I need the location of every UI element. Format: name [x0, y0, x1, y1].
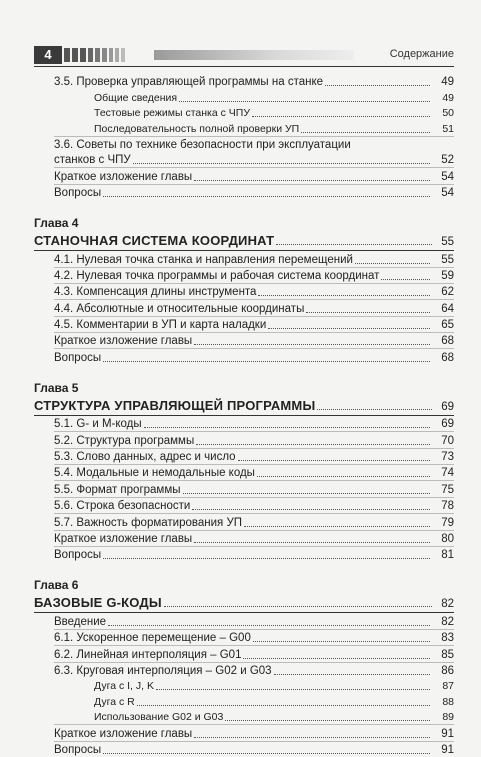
toc-entry-title: 5.6. Строка безопасности: [54, 500, 191, 513]
chapter-label: Глава 6: [34, 578, 79, 593]
dot-leader: [325, 85, 430, 86]
toc-entry-page: 88: [442, 695, 454, 708]
toc-entry-page: 87: [442, 680, 454, 693]
dot-leader: [183, 493, 430, 494]
toc-entry[interactable]: [34, 89, 454, 104]
dot-leader: [301, 132, 430, 133]
toc-entry[interactable]: [34, 514, 454, 529]
toc-entry-title: 3.5. Проверка управляющей программы на станке: [54, 76, 324, 89]
toc-entry-title: 5.5. Формат программы: [54, 483, 181, 496]
dot-leader: [244, 526, 430, 527]
dot-leader: [268, 328, 430, 329]
toc-entry-title: Краткое изложение главы: [54, 170, 193, 183]
toc-entry-page: 59: [441, 269, 454, 282]
chapter-section: [34, 381, 454, 563]
toc-entry-page: 69: [441, 418, 454, 431]
toc-entry[interactable]: [34, 168, 454, 183]
dot-leader: [194, 737, 430, 738]
toc-entry-title: 4.1. Нулевая точка станка и направления перемещений: [54, 253, 353, 266]
toc-entry-title: Краткое изложение главы: [54, 532, 193, 545]
toc-entry[interactable]: [34, 185, 454, 200]
toc-entry-page: 54: [441, 170, 454, 183]
toc-entry-page: 54: [441, 187, 454, 200]
toc-entry[interactable]: [34, 678, 454, 693]
toc-entry-page: 91: [441, 743, 454, 756]
toc-entry-title: 5.3. Слово данных, адрес и число: [54, 451, 236, 464]
toc-entry-title: 3.6. Советы по технике безопасности при эксплуатации: [54, 138, 351, 151]
dot-leader: [355, 263, 430, 264]
chapter-title: СТАНОЧНАЯ СИСТЕМА КООРДИНАТ: [34, 233, 275, 249]
dot-leader: [108, 625, 430, 626]
toc-entry[interactable]: [34, 317, 454, 332]
toc-entry[interactable]: [34, 725, 454, 740]
dot-leader: [179, 101, 430, 102]
toc-entry-page: 89: [442, 711, 454, 724]
dot-leader: [243, 658, 430, 659]
toc-entry-title: 5.1. G- и M-коды: [54, 418, 142, 431]
page-number: 4: [34, 46, 62, 64]
chapter-title-row[interactable]: [34, 593, 454, 610]
toc-entry-title: Вопросы: [54, 549, 102, 562]
toc-entry-page: 51: [442, 122, 454, 135]
dot-leader: [103, 558, 430, 559]
toc-entry-title: 6.3. Круговая интерполяция – G02 и G03: [54, 664, 272, 677]
chapter-page: 69: [441, 400, 454, 413]
toc-entry[interactable]: [34, 251, 454, 266]
chapter-title: СТРУКТУРА УПРАВЛЯЮЩЕЙ ПРОГРАММЫ: [34, 397, 316, 413]
toc-entry-page: 50: [442, 107, 454, 120]
dot-leader: [194, 344, 430, 345]
dot-leader: [196, 444, 430, 445]
toc-entry-page: 74: [441, 467, 454, 480]
dot-leader: [133, 163, 430, 164]
toc-entry-title: Вопросы: [54, 351, 102, 364]
toc-entry-page: 62: [441, 286, 454, 299]
toc-entry[interactable]: [34, 465, 454, 480]
dot-leader: [164, 606, 432, 607]
dot-leader: [144, 427, 430, 428]
toc-entry[interactable]: [34, 120, 454, 135]
toc-entry[interactable]: [34, 432, 454, 447]
toc-entry-page: 68: [441, 351, 454, 364]
toc-entry-title: 4.5. Комментарии в УП и карта наладки: [54, 319, 267, 332]
toc-entry-page: 75: [441, 483, 454, 496]
toc-entry-page: 78: [441, 500, 454, 513]
toc-entry-title: 5.4. Модальные и немодальные коды: [54, 467, 255, 480]
toc-entry[interactable]: [34, 646, 454, 661]
dot-leader: [194, 542, 430, 543]
chapter-label: Глава 5: [34, 380, 79, 395]
dot-leader: [103, 753, 430, 754]
header-rule: [34, 66, 454, 67]
toc-entry-title: Последовательность полной проверки УП: [94, 122, 300, 135]
toc-entry-title: Тестовые режимы станка с ЧПУ: [94, 107, 251, 120]
toc-entry-page: 83: [441, 632, 454, 645]
chapter-page: 55: [441, 236, 454, 249]
toc-entry-title: Введение: [54, 615, 107, 628]
toc-entry-page: 81: [441, 549, 454, 562]
chapter-title-row[interactable]: [34, 231, 454, 248]
toc-entry-title: 5.7. Важность форматирования УП: [54, 516, 243, 529]
toc-entry[interactable]: [34, 349, 454, 364]
toc-entry-title: Использование G02 и G03: [94, 711, 224, 724]
toc-entry-title: 5.2. Структура программы: [54, 434, 195, 447]
toc-entry-title: Дуга с R: [94, 695, 135, 708]
toc-entry-title: Вопросы: [54, 187, 102, 200]
toc-entry-title: 6.2. Линейная интерполяция – G01: [54, 648, 242, 661]
toc-entry-page: 85: [441, 648, 454, 661]
toc-entry-title: Вопросы: [54, 743, 102, 756]
dot-leader: [258, 295, 430, 296]
toc-entry[interactable]: [34, 742, 454, 757]
dot-leader: [103, 361, 430, 362]
dot-leader: [194, 180, 430, 181]
toc-entry[interactable]: [34, 481, 454, 496]
toc-entry-page: 86: [441, 664, 454, 677]
chapter-title-row[interactable]: [34, 396, 454, 413]
toc-entry-title: Краткое изложение главы: [54, 335, 193, 348]
chapter-label: Глава 4: [34, 216, 79, 231]
dot-leader: [137, 705, 430, 706]
toc-entry[interactable]: [34, 449, 454, 464]
dot-leader: [253, 641, 430, 642]
dot-leader: [192, 509, 430, 510]
header-decoration: [64, 48, 127, 62]
toc-entry-page: 64: [441, 302, 454, 315]
chapter-section: [34, 578, 454, 757]
toc-entry-title: станков с ЧПУ: [54, 154, 131, 167]
dot-leader: [252, 116, 430, 117]
toc-entry[interactable]: [34, 300, 454, 315]
toc-entry-page: 82: [441, 615, 454, 628]
chapter-page: 82: [441, 598, 454, 611]
toc-entry[interactable]: [34, 663, 454, 678]
table-of-contents: [34, 74, 454, 757]
dot-leader: [225, 720, 430, 721]
toc-entry-title: Общие сведения: [94, 91, 178, 104]
toc-entry[interactable]: [34, 416, 454, 431]
chapter-section: [34, 216, 454, 365]
dot-leader: [103, 196, 430, 197]
toc-entry-page: 91: [441, 727, 454, 740]
toc-entry-page: 70: [441, 434, 454, 447]
toc-entry[interactable]: [34, 531, 454, 546]
toc-entry[interactable]: [34, 693, 454, 708]
toc-entry[interactable]: [34, 268, 454, 283]
toc-entry[interactable]: [34, 152, 454, 167]
dot-leader: [156, 689, 430, 690]
toc-entry[interactable]: [34, 630, 454, 645]
toc-entry[interactable]: [34, 74, 454, 89]
chapter-title: БАЗОВЫЕ G-КОДЫ: [34, 595, 162, 611]
header-title: Содержание: [389, 48, 454, 60]
toc-entry-title: Краткое изложение главы: [54, 727, 193, 740]
toc-entry-page: 80: [441, 532, 454, 545]
toc-entry-title: 4.2. Нулевая точка программы и рабочая система координат: [54, 269, 380, 282]
toc-entry-page: 65: [441, 319, 454, 332]
dot-leader: [317, 409, 432, 410]
dot-leader: [306, 312, 430, 313]
toc-entry-page: 49: [441, 76, 454, 89]
header-gradient: [154, 50, 354, 60]
toc-entry[interactable]: [34, 105, 454, 120]
dot-leader: [238, 460, 430, 461]
toc-entry-title: 6.1. Ускоренное перемещение – G00: [54, 632, 251, 645]
toc-entry[interactable]: [34, 613, 454, 628]
toc-entry-page: 79: [441, 516, 454, 529]
toc-entry-title: Дуга с I, J, K: [94, 680, 154, 693]
dot-leader: [381, 279, 430, 280]
toc-entry[interactable]: [34, 498, 454, 513]
toc-entry[interactable]: [34, 137, 454, 152]
toc-entry-page: 68: [441, 335, 454, 348]
toc-entry-title: 4.4. Абсолютные и относительные координаты: [54, 302, 305, 315]
toc-entry-page: 55: [441, 253, 454, 266]
toc-entry[interactable]: [34, 547, 454, 562]
dot-leader: [274, 674, 430, 675]
toc-entry[interactable]: [34, 333, 454, 348]
toc-entry-page: 52: [441, 154, 454, 167]
toc-entry[interactable]: [34, 709, 454, 724]
dot-leader: [276, 244, 432, 245]
toc-entry-page: 49: [442, 91, 454, 104]
toc-entry-title: 4.3. Компенсация длины инструмента: [54, 286, 257, 299]
page-header: [34, 46, 454, 64]
dot-leader: [257, 476, 430, 477]
toc-entry-page: 73: [441, 451, 454, 464]
toc-entry[interactable]: [34, 284, 454, 299]
